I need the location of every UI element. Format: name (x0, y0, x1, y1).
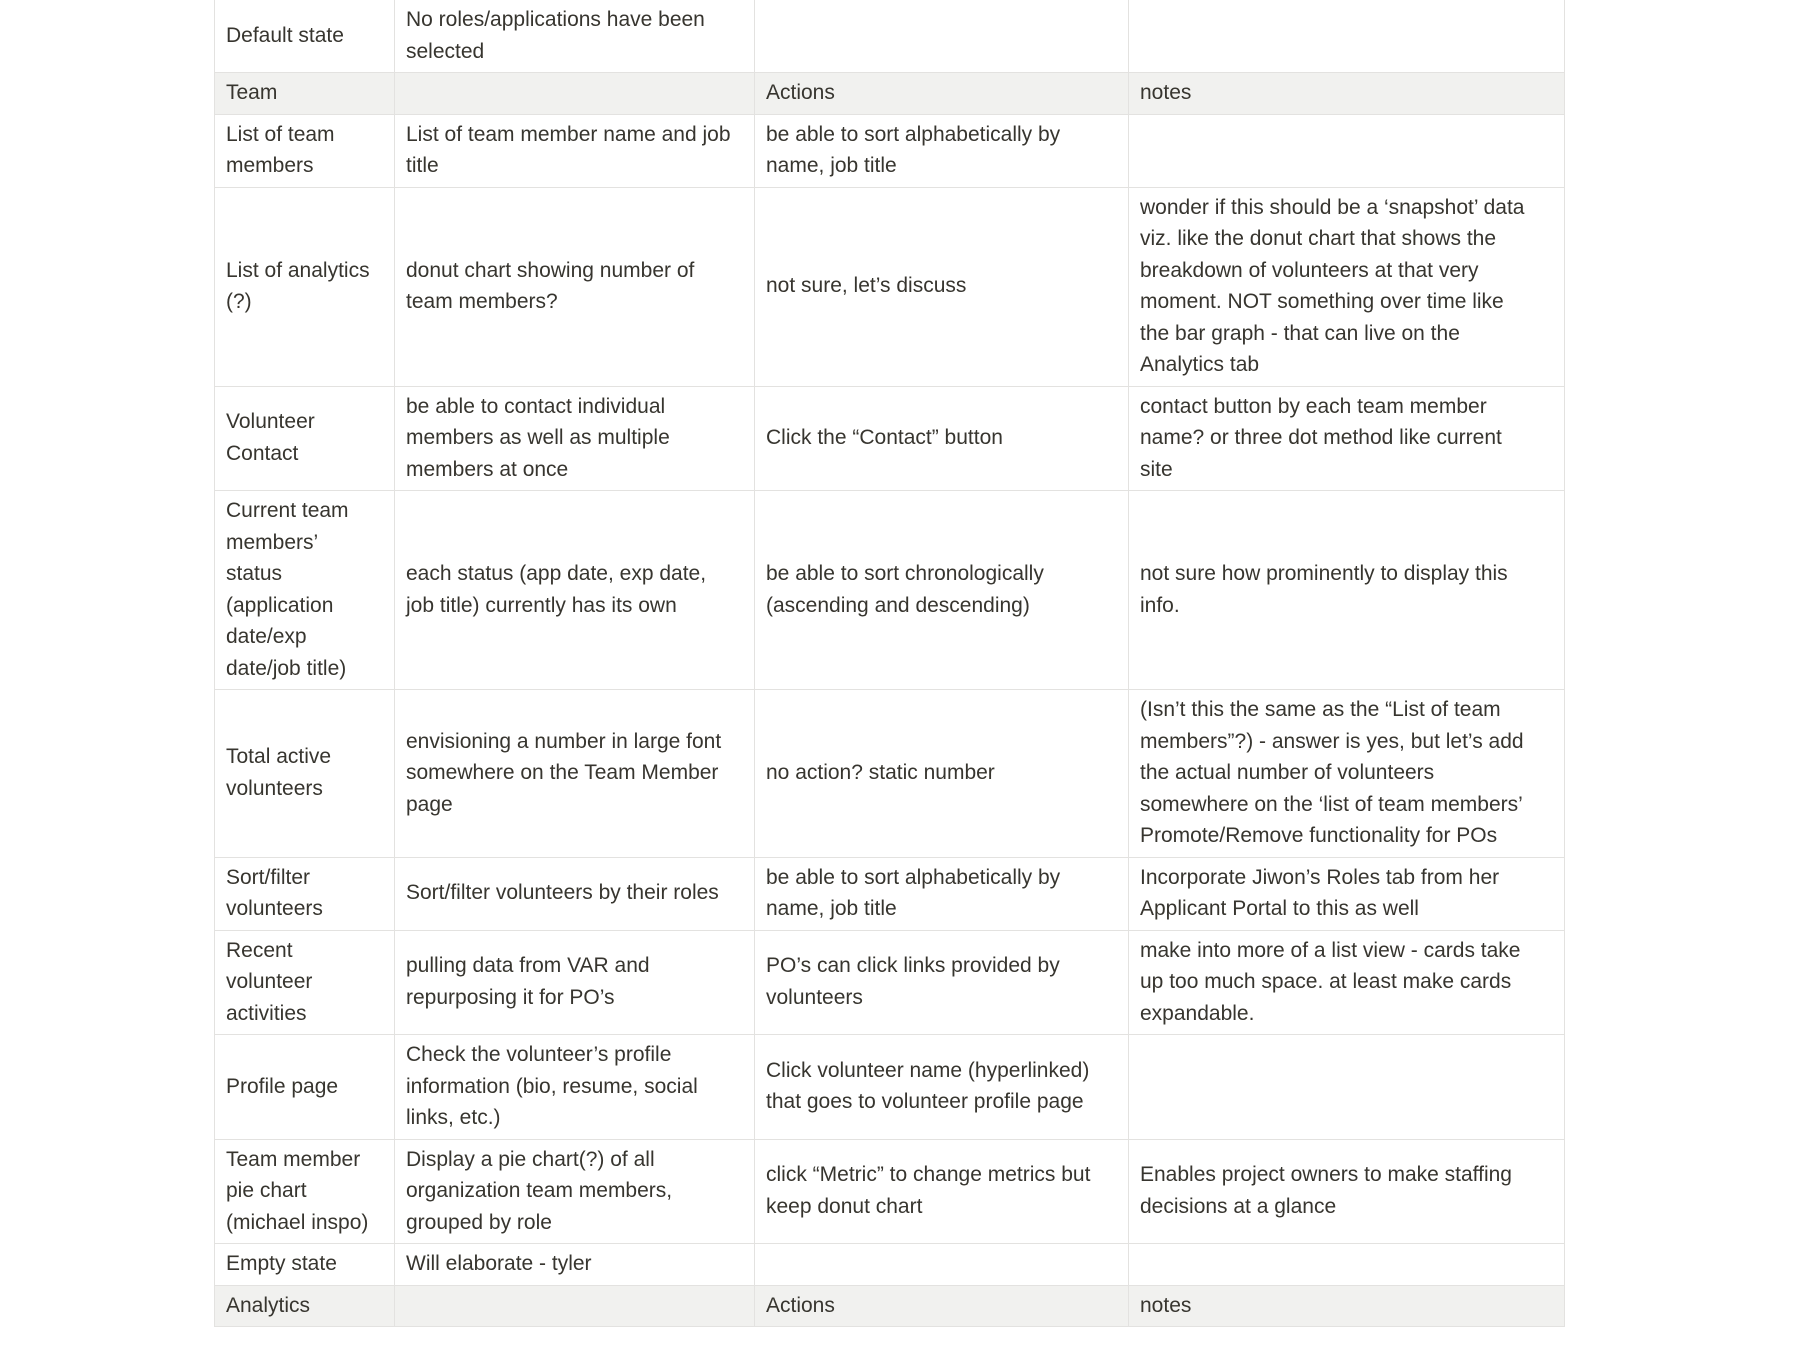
table-cell[interactable]: Profile page (215, 1035, 395, 1140)
table-cell[interactable]: List of team member name and job title (395, 114, 755, 187)
table-row (215, 930, 1565, 1035)
table-cell[interactable]: each status (app date, exp date, job title) currently has its own (395, 491, 755, 690)
table-cell[interactable]: contact button by each team member name? or three dot method like current site (1129, 386, 1565, 491)
table-cell[interactable]: No roles/applications have been selected (395, 0, 755, 73)
table-row (215, 114, 1565, 187)
section-header-cell[interactable] (395, 1285, 755, 1327)
table-cell[interactable]: Team member pie chart (michael inspo) (215, 1139, 395, 1244)
table-row (215, 1139, 1565, 1244)
table-cell[interactable]: List of team members (215, 114, 395, 187)
section-header-cell[interactable]: Team (215, 73, 395, 115)
table-cell[interactable]: Check the volunteer’s profile information (bio, resume, social links, etc.) (395, 1035, 755, 1140)
table-cell[interactable] (1129, 1244, 1565, 1286)
table-cell[interactable]: donut chart showing number of team members? (395, 187, 755, 386)
table-cell[interactable]: not sure how prominently to display this info. (1129, 491, 1565, 690)
table-cell[interactable]: Sort/filter volunteers (215, 857, 395, 930)
section-header-row-team (215, 73, 1565, 115)
table-cell[interactable]: Click volunteer name (hyperlinked) that goes to volunteer profile page (755, 1035, 1129, 1140)
table-cell[interactable]: Default state (215, 0, 395, 73)
section-header-cell[interactable] (395, 73, 755, 115)
table-cell[interactable]: click “Metric” to change metrics but keep donut chart (755, 1139, 1129, 1244)
table-cell[interactable]: Empty state (215, 1244, 395, 1286)
table-cell[interactable]: Click the “Contact” button (755, 386, 1129, 491)
table-cell[interactable] (755, 0, 1129, 73)
table-row (215, 690, 1565, 858)
table-row (215, 187, 1565, 386)
table-cell[interactable]: make into more of a list view - cards take up too much space. at least make cards expandable. (1129, 930, 1565, 1035)
table-cell[interactable]: pulling data from VAR and repurposing it for PO’s (395, 930, 755, 1035)
table-cell[interactable]: Incorporate Jiwon’s Roles tab from her Applicant Portal to this as well (1129, 857, 1565, 930)
table-cell[interactable] (1129, 114, 1565, 187)
table-row (215, 0, 1565, 73)
table-cell[interactable]: be able to contact individual members as well as multiple members at once (395, 386, 755, 491)
table-cell[interactable]: Recent volunteer activities (215, 930, 395, 1035)
section-header-row-analytics (215, 1285, 1565, 1327)
requirements-table-container (214, 0, 1564, 1327)
table-row (215, 491, 1565, 690)
table-cell[interactable] (1129, 0, 1565, 73)
table-cell[interactable]: List of analytics (?) (215, 187, 395, 386)
table-cell[interactable]: be able to sort alphabetically by name, job title (755, 114, 1129, 187)
table-row (215, 1035, 1565, 1140)
table-cell[interactable]: Display a pie chart(?) of all organization team members, grouped by role (395, 1139, 755, 1244)
table-cell[interactable] (755, 1244, 1129, 1286)
section-header-cell[interactable]: Analytics (215, 1285, 395, 1327)
table-cell[interactable]: no action? static number (755, 690, 1129, 858)
table-cell[interactable]: (Isn’t this the same as the “List of team members”?) - answer is yes, but let’s add the actual number of volunteers somewhere on the ‘list of team members’ Promote/Remove functionality for POs (1129, 690, 1565, 858)
table-cell[interactable]: envisioning a number in large font somewhere on the Team Member page (395, 690, 755, 858)
table-cell[interactable]: Enables project owners to make staffing decisions at a glance (1129, 1139, 1565, 1244)
table-row (215, 857, 1565, 930)
table-cell[interactable]: be able to sort chronologically (ascending and descending) (755, 491, 1129, 690)
table-cell[interactable]: PO’s can click links provided by volunteers (755, 930, 1129, 1035)
table-cell[interactable]: Current team members’ status (application date/exp date/job title) (215, 491, 395, 690)
table-cell[interactable]: Volunteer Contact (215, 386, 395, 491)
section-header-cell[interactable]: Actions (755, 1285, 1129, 1327)
section-header-cell[interactable]: notes (1129, 73, 1565, 115)
section-header-cell[interactable]: Actions (755, 73, 1129, 115)
table-cell[interactable]: Sort/filter volunteers by their roles (395, 857, 755, 930)
table-row (215, 1244, 1565, 1286)
table-cell[interactable]: Total active volunteers (215, 690, 395, 858)
table-cell[interactable] (1129, 1035, 1565, 1140)
requirements-table (214, 0, 1565, 1327)
table-cell[interactable]: be able to sort alphabetically by name, job title (755, 857, 1129, 930)
table-row (215, 386, 1565, 491)
section-header-cell[interactable]: notes (1129, 1285, 1565, 1327)
table-cell[interactable]: not sure, let’s discuss (755, 187, 1129, 386)
table-cell[interactable]: wonder if this should be a ‘snapshot’ data viz. like the donut chart that shows the breakdown of volunteers at that very moment. NOT something over time like the bar graph - that can live on the Analytics tab (1129, 187, 1565, 386)
table-cell[interactable]: Will elaborate - tyler (395, 1244, 755, 1286)
